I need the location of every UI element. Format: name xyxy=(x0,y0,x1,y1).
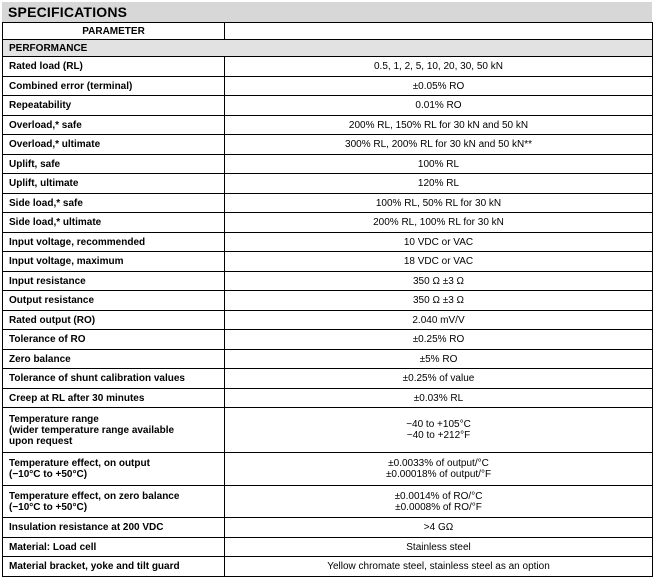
header-row xyxy=(3,23,653,40)
row-value: ±0.05% RO xyxy=(225,77,653,96)
row-value: ±5% RO xyxy=(225,350,653,369)
section-performance: PERFORMANCE xyxy=(3,40,653,57)
row-label: Uplift, ultimate xyxy=(3,174,225,194)
value-line: ±0.00018% of output/°F xyxy=(385,469,492,480)
row-value: 120% RL xyxy=(225,174,653,194)
row-label: Material: Load cell xyxy=(3,538,225,557)
row-label: Input voltage, maximum xyxy=(3,252,225,272)
table-row-temperature-zero xyxy=(3,486,653,518)
label-line: (−10°C to +50°C) xyxy=(9,501,88,513)
row-label: Overload,* ultimate xyxy=(3,135,225,155)
row-value: 300% RL, 200% RL for 30 kN and 50 kN** xyxy=(225,135,653,155)
table-row xyxy=(3,213,653,233)
table-row xyxy=(3,96,653,116)
row-value: 200% RL, 150% RL for 30 kN and 50 kN xyxy=(225,116,653,135)
row-label: Material bracket, yoke and tilt guard xyxy=(3,557,225,577)
table-row xyxy=(3,272,653,291)
row-label: Repeatability xyxy=(3,96,225,116)
row-value: 100% RL, 50% RL for 30 kN xyxy=(225,194,653,213)
table-row xyxy=(3,311,653,330)
row-label: Input resistance xyxy=(3,272,225,291)
label-line: upon request xyxy=(9,435,73,447)
row-label xyxy=(3,453,225,486)
row-label: Overload,* safe xyxy=(3,116,225,135)
row-label: Creep at RL after 30 minutes xyxy=(3,389,225,408)
row-label: Tolerance of RO xyxy=(3,330,225,350)
row-value: ±0.25% of value xyxy=(225,369,653,389)
header-parameter: PARAMETER xyxy=(3,23,225,40)
label-line: (wider temperature range available xyxy=(9,424,175,436)
table-row xyxy=(3,557,653,577)
row-value: 350 Ω ±3 Ω xyxy=(225,272,653,291)
row-value: 2.040 mV/V xyxy=(225,311,653,330)
label-line: Temperature effect, on zero balance xyxy=(9,490,180,502)
row-value: >4 GΩ xyxy=(225,518,653,538)
table-row xyxy=(3,291,653,311)
row-value: Yellow chromate steel, stainless steel as an option xyxy=(225,557,653,577)
table-row xyxy=(3,518,653,538)
row-value: 0.01% RO xyxy=(225,96,653,116)
row-label xyxy=(3,486,225,518)
value-line: ±0.0033% of output/°C xyxy=(388,458,489,469)
value-line: −40 to +212°F xyxy=(406,430,471,441)
label-line: (−10°C to +50°C) xyxy=(9,469,88,480)
table-row xyxy=(3,330,653,350)
row-value: ±0.25% RO xyxy=(225,330,653,350)
label-line: Temperature range xyxy=(9,413,99,425)
row-value xyxy=(225,486,653,518)
table-row xyxy=(3,155,653,174)
table-row xyxy=(3,194,653,213)
header-value xyxy=(225,23,653,40)
row-value: 200% RL, 100% RL for 30 kN xyxy=(225,213,653,233)
table-row xyxy=(3,538,653,557)
section-row xyxy=(3,40,653,57)
row-label: Input voltage, recommended xyxy=(3,233,225,252)
row-label: Rated output (RO) xyxy=(3,311,225,330)
row-label: Side load,* safe xyxy=(3,194,225,213)
table-row xyxy=(3,57,653,77)
spec-title: SPECIFICATIONS xyxy=(2,2,652,22)
row-value xyxy=(225,453,653,486)
value-line: ±0.0014% of RO/°C xyxy=(394,490,483,502)
row-value: 10 VDC or VAC xyxy=(225,233,653,252)
table-row-temperature-output xyxy=(3,453,653,486)
row-label: Uplift, safe xyxy=(3,155,225,174)
row-value: 0.5, 1, 2, 5, 10, 20, 30, 50 kN xyxy=(225,57,653,77)
table-row xyxy=(3,233,653,252)
row-value xyxy=(225,408,653,453)
row-label xyxy=(3,408,225,453)
row-value: 18 VDC or VAC xyxy=(225,252,653,272)
row-label: Tolerance of shunt calibration values xyxy=(3,369,225,389)
table-row xyxy=(3,135,653,155)
row-value: 350 Ω ±3 Ω xyxy=(225,291,653,311)
row-value: 100% RL xyxy=(225,155,653,174)
spec-table xyxy=(2,22,653,577)
row-value: Stainless steel xyxy=(225,538,653,557)
row-label: Combined error (terminal) xyxy=(3,77,225,96)
table-row-temperature-range xyxy=(3,408,653,453)
table-row xyxy=(3,174,653,194)
table-row xyxy=(3,369,653,389)
row-value: ±0.03% RL xyxy=(225,389,653,408)
table-row xyxy=(3,116,653,135)
table-row xyxy=(3,389,653,408)
row-label: Insulation resistance at 200 VDC xyxy=(3,518,225,538)
row-label: Output resistance xyxy=(3,291,225,311)
row-label: Rated load (RL) xyxy=(3,57,225,77)
table-row xyxy=(3,350,653,369)
row-label: Side load,* ultimate xyxy=(3,213,225,233)
label-line: Temperature effect, on output xyxy=(9,458,150,469)
table-row xyxy=(3,252,653,272)
value-line: −40 to +105°C xyxy=(406,419,471,430)
value-line: ±0.0008% of RO/°F xyxy=(395,501,482,513)
table-row xyxy=(3,77,653,96)
row-label: Zero balance xyxy=(3,350,225,369)
